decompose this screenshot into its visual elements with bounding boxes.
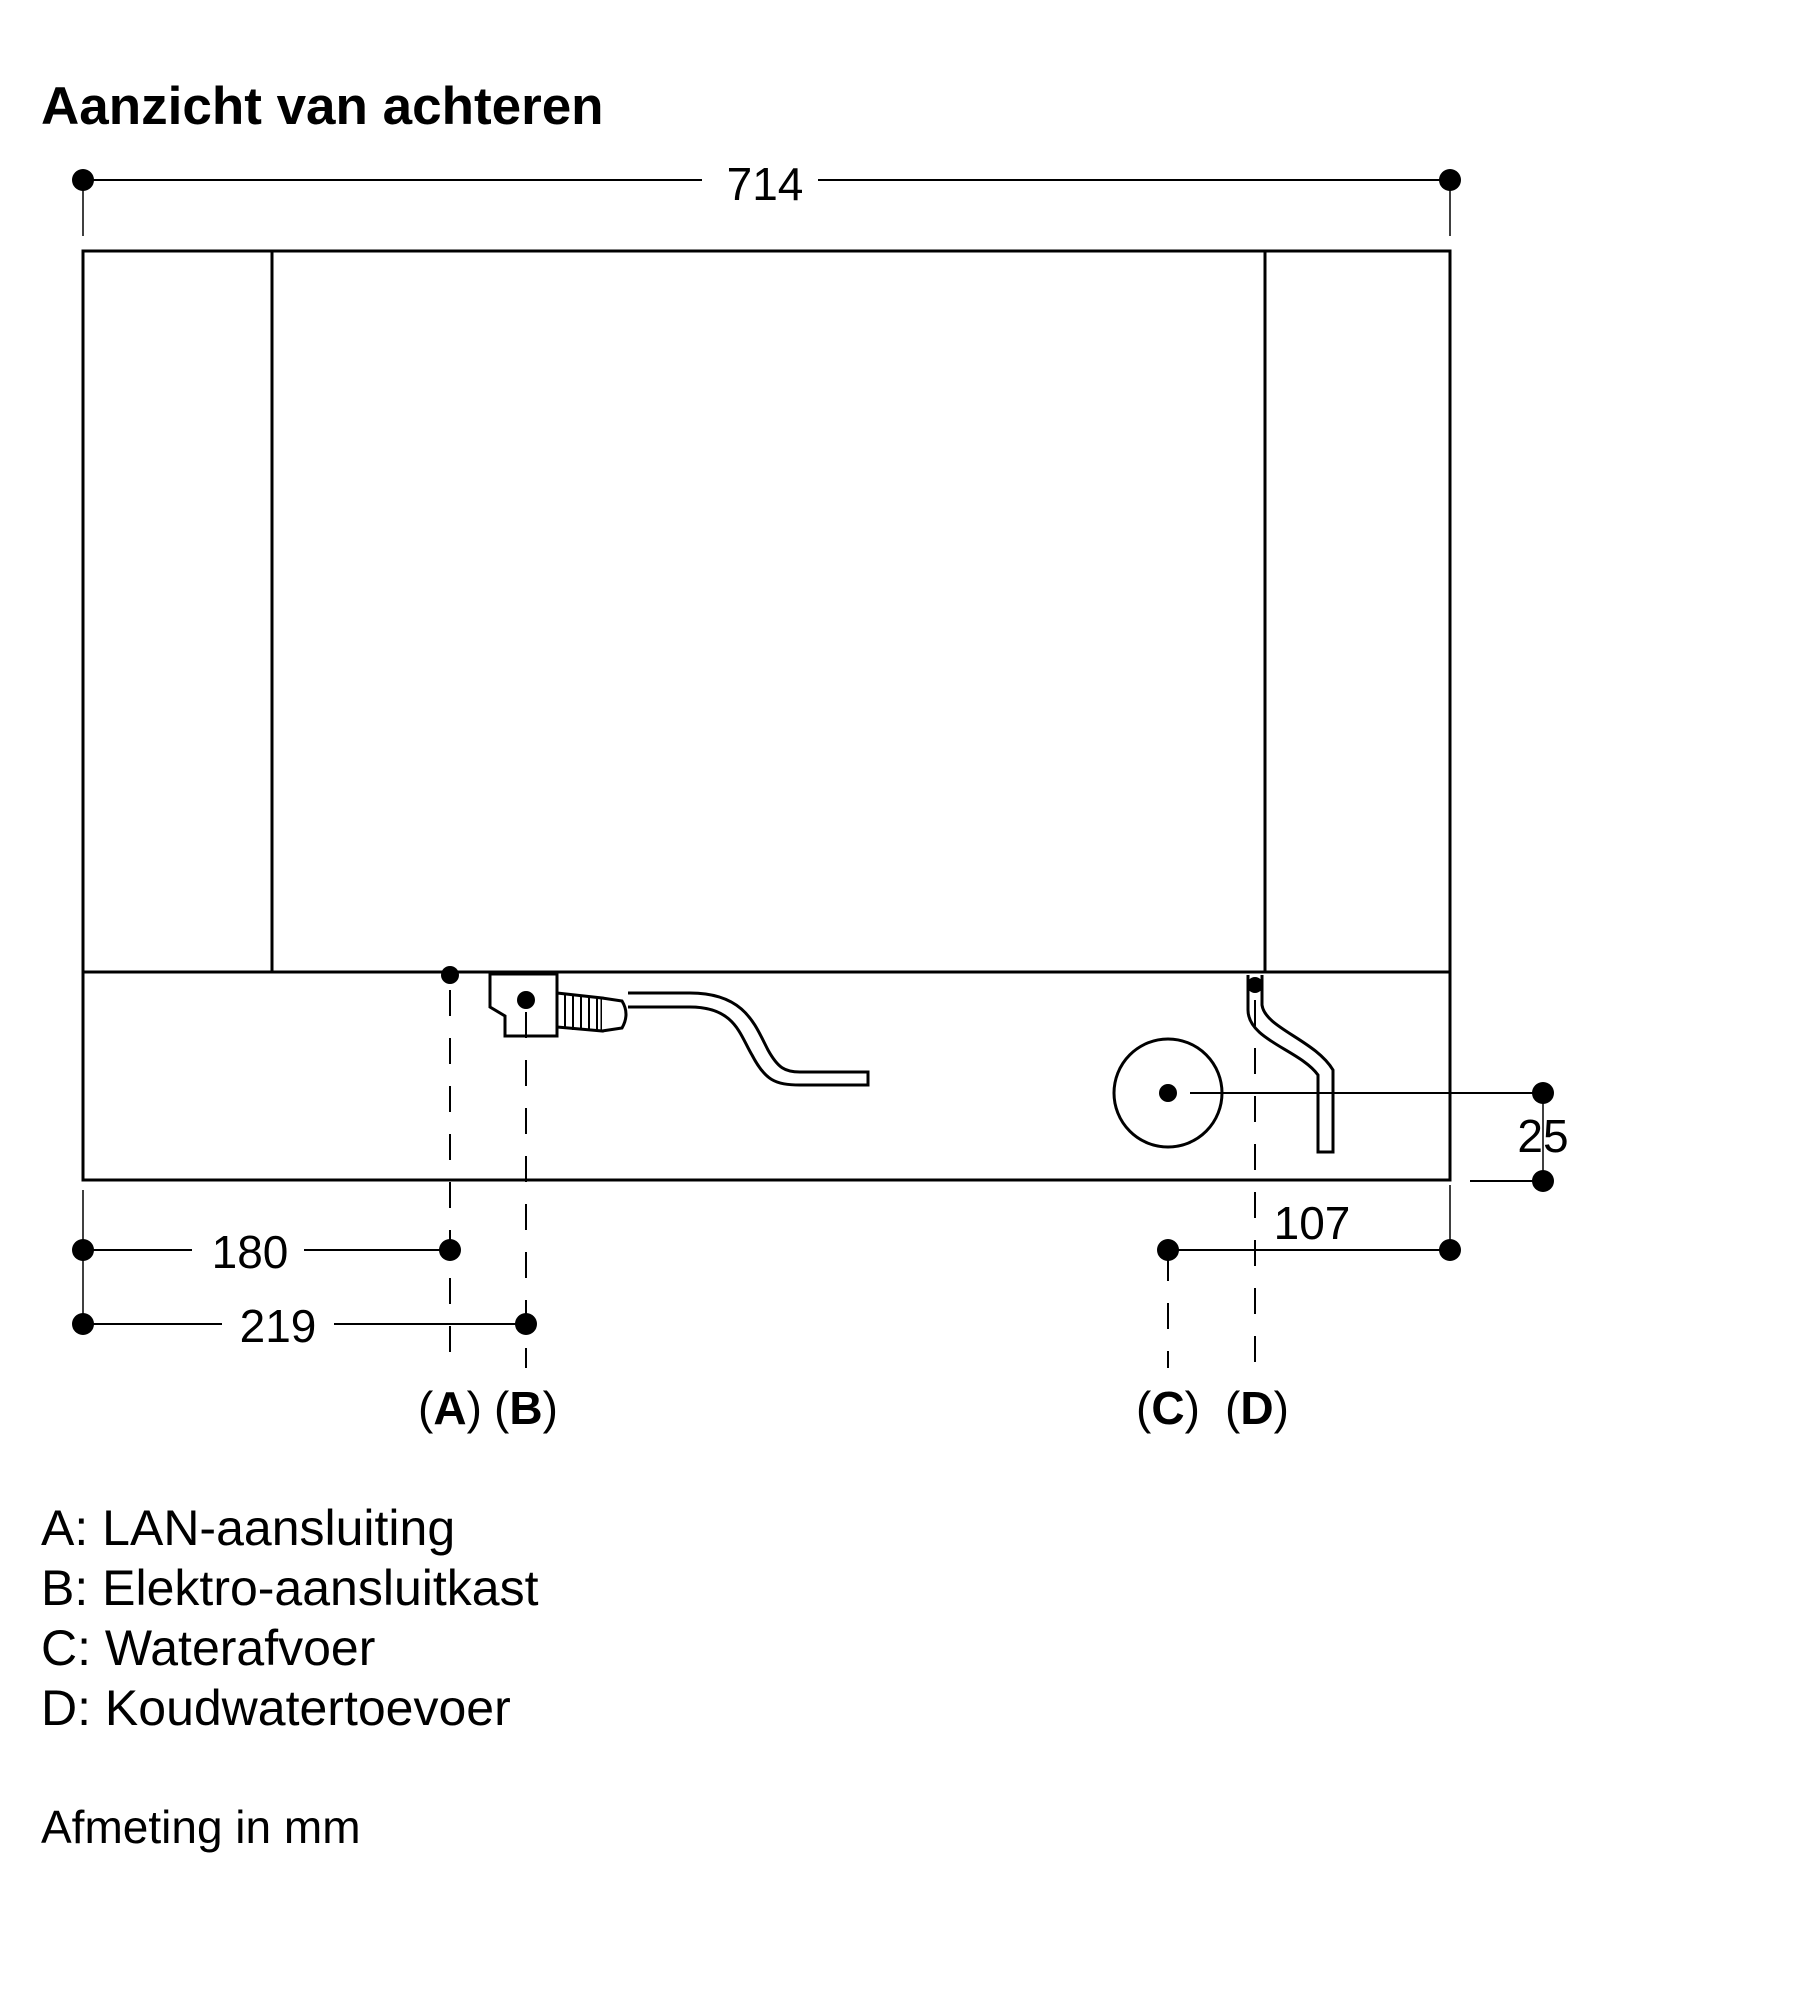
point-a bbox=[441, 966, 459, 984]
page-title: Aanzicht van achteren bbox=[41, 77, 604, 136]
point-c bbox=[1159, 1084, 1177, 1102]
point-b bbox=[517, 991, 535, 1009]
marker-d: (D) bbox=[1225, 1382, 1289, 1434]
legend-item: A: LAN-aansluiting bbox=[41, 1500, 456, 1556]
marker-a: (A) bbox=[418, 1382, 482, 1434]
dimension-drain-height bbox=[1190, 1082, 1554, 1192]
point-d bbox=[1247, 977, 1263, 993]
marker-b: (B) bbox=[494, 1382, 558, 1434]
legend bbox=[41, 1498, 538, 1738]
marker-c: (C) bbox=[1136, 1382, 1200, 1434]
legend-item: B: Elektro-aansluitkast bbox=[41, 1560, 539, 1616]
dimension-lan-offset-label: 180 bbox=[211, 1226, 289, 1278]
cold-water-supply-hose bbox=[1248, 975, 1333, 1152]
unit-note: Afmeting in mm bbox=[41, 1801, 361, 1853]
appliance-rear-outline bbox=[83, 251, 1450, 1180]
dimension-drain-offset-label: 107 bbox=[1273, 1197, 1351, 1249]
dimension-electro-offset-label: 219 bbox=[239, 1300, 317, 1352]
legend-item: C: Waterafvoer bbox=[41, 1620, 376, 1676]
electro-connection-box bbox=[490, 974, 868, 1085]
reference-points bbox=[441, 966, 1263, 1102]
legend-item: D: Koudwatertoevoer bbox=[41, 1680, 511, 1736]
dimension-drain-height-label: 25 bbox=[1517, 1110, 1569, 1162]
dimension-total-width-label: 714 bbox=[726, 158, 804, 210]
